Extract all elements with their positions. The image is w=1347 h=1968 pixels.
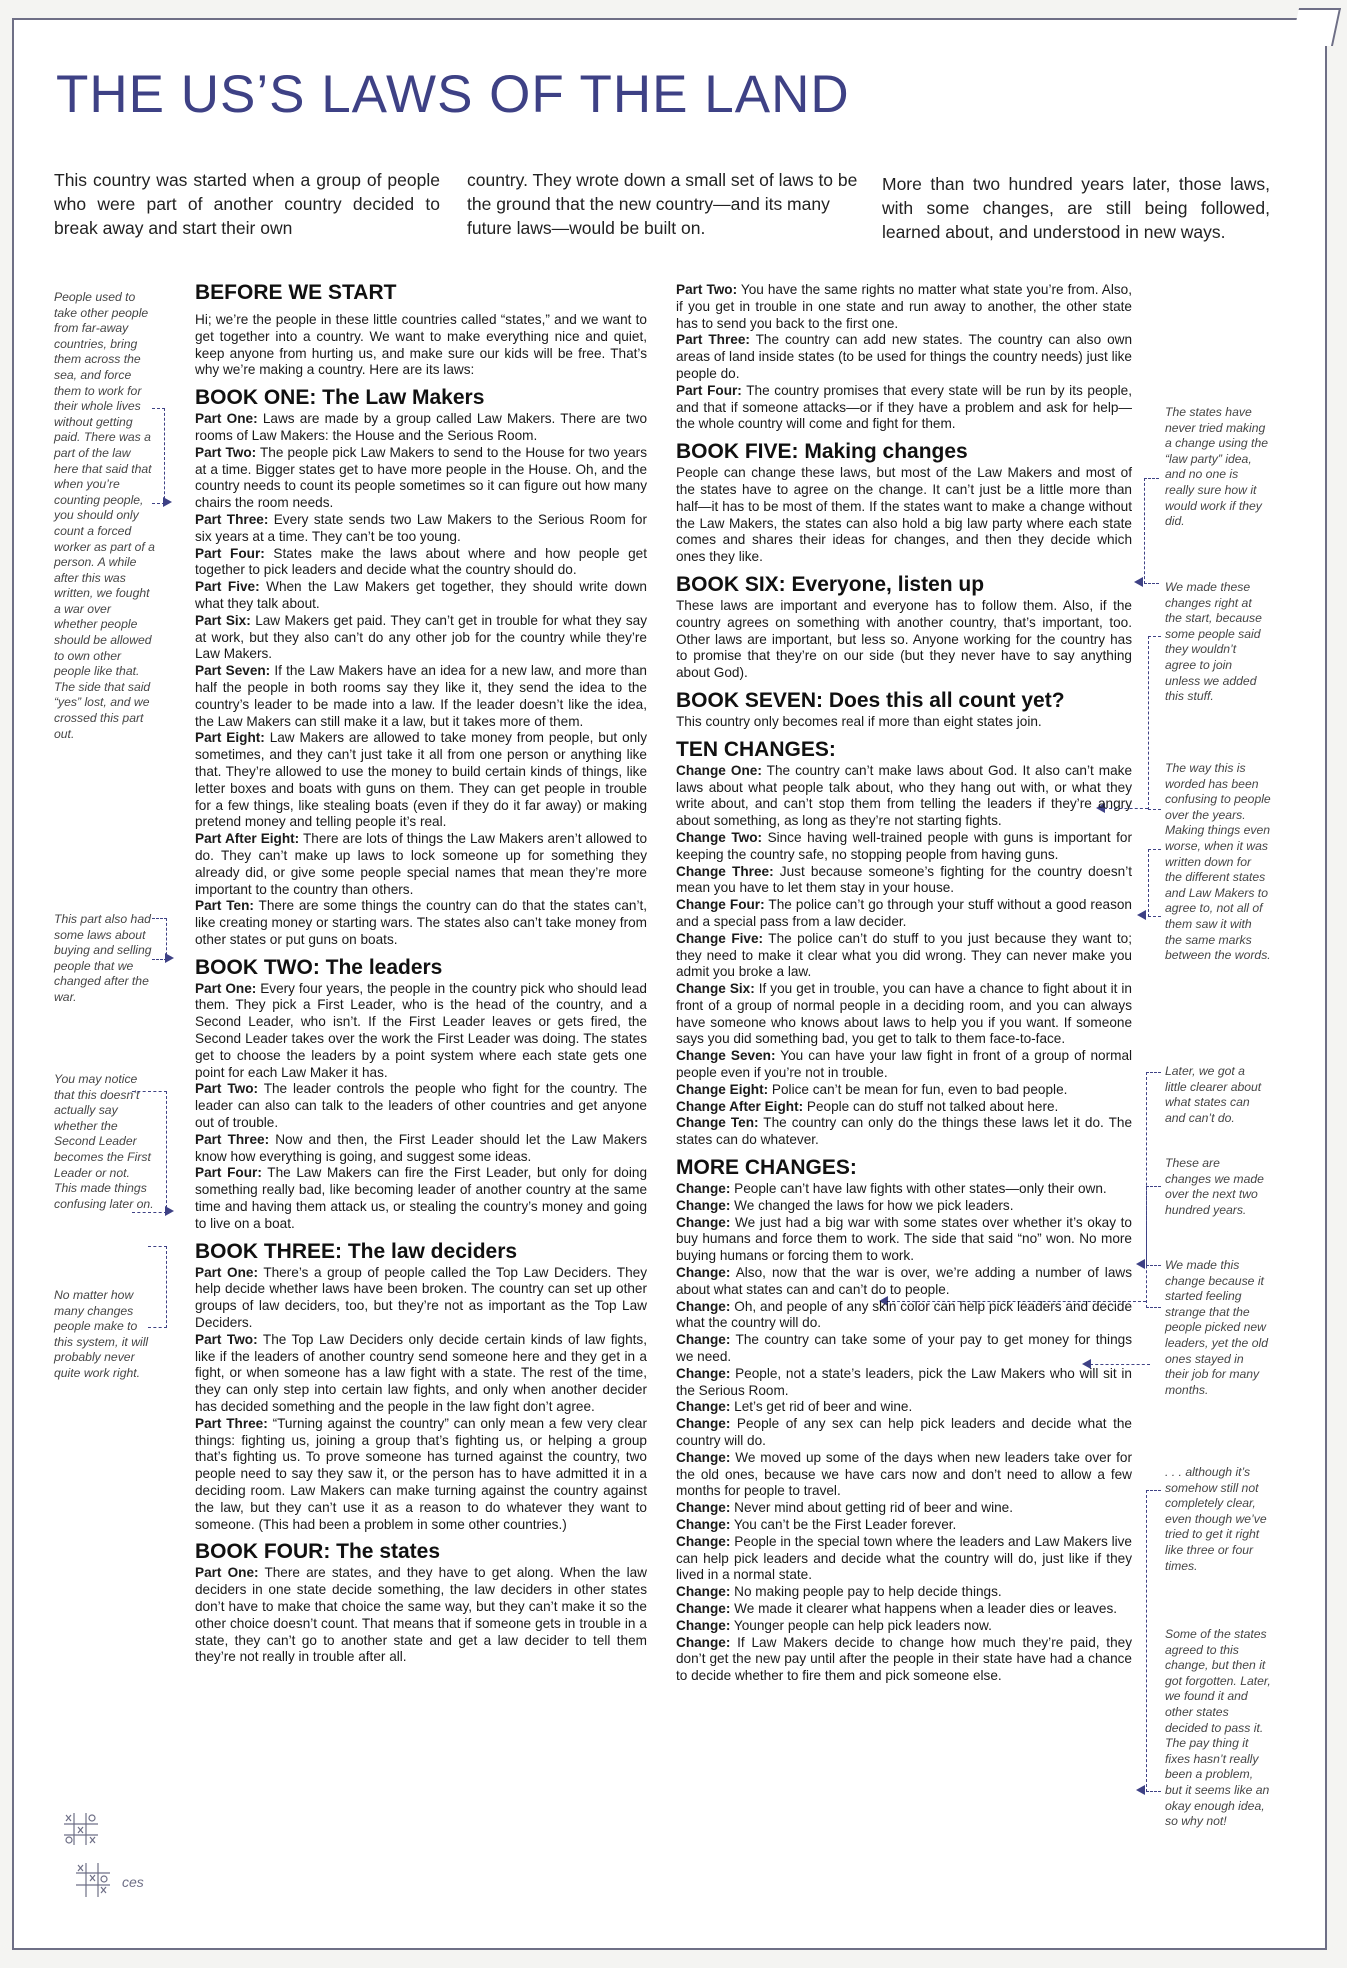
change-text: People can do stuff not talked about here.: [806, 1098, 1059, 1114]
change-text: We just had a big war with some states over whether it’s okay to buy humans and force them to work. The side that said “no” won. No more buying humans or forcing them to work.: [676, 1214, 1132, 1264]
change-text: If you get in trouble, you can have a chance to fight about it in front of a group of normal people in a deciding room, and you can always have someone who knows about laws to help you if you want. If someone says you did something bad, you get to talk to them face-to-face.: [676, 981, 1132, 1047]
part-row: [195, 512, 647, 546]
change-row: [676, 1618, 1132, 1635]
change-text: Never mind about getting rid of beer and wine.: [734, 1500, 1013, 1516]
change-label: Change:: [676, 1617, 731, 1633]
change-row: [676, 1048, 1132, 1082]
part-label: Part Two:: [195, 1081, 259, 1097]
part-row: [195, 831, 647, 898]
change-text: We moved up some of the days when new leaders take over for the old ones, because we have cars now and don’t need to allow a few months for people to travel.: [676, 1449, 1132, 1499]
connector-wording: [1148, 849, 1161, 917]
heading-book-six: BOOK SIX: Everyone, listen up: [676, 572, 985, 596]
part-row: [195, 613, 647, 663]
change-row: [676, 1416, 1132, 1450]
part-label: Part One:: [195, 411, 258, 427]
heading-book-three: BOOK THREE: The law deciders: [195, 1239, 518, 1263]
change-label: Change:: [676, 1265, 731, 1281]
change-row: [676, 1534, 1132, 1584]
part-label: Part One:: [195, 1264, 258, 1280]
part-label: Part Seven:: [195, 663, 271, 679]
change-text: People can’t have law fights with other states—only their own.: [734, 1181, 1107, 1197]
part-text: The country promises that every state will be run by its people, and that if someone attacks—or if they have a problem and ask for help—the whole country will come and fight for them.: [676, 382, 1133, 432]
intro-paragraph-1: This country was started when a group of people who were part of another country decided to break away and start their own: [54, 169, 440, 238]
connector-system: [148, 1246, 167, 1328]
part-text: There are states, and they have to get along. When the law deciders in one state decide something, the law deciders in other states don’t have to make that choice the same way, but they can’t make it so the other choice doesn’t count. That means that if someone gets in trouble in a state, they can’t go to another state and get a law decider to tell them they’re not really in trouble after all.: [195, 1565, 648, 1665]
change-row: [676, 1366, 1132, 1400]
change-text: The country can take some of your pay to get money for things we need.: [676, 1332, 1132, 1365]
part-label: Part Four:: [195, 545, 265, 561]
part-label: Part Five:: [195, 579, 260, 595]
part-text: States make the laws about where and how people get together to pick leaders and decide what the country should do.: [195, 545, 648, 578]
change-text: Since having well-trained people with guns is important for keeping the country safe, no stopping people from having guns.: [676, 829, 1133, 862]
part-text: The leader controls the people who fight for the country. The leader can also can talk to the leaders of other countries and get anyone out of trouble.: [195, 1081, 648, 1131]
change-text: Just because someone’s fighting for the country doesn’t mean you have to let them stay in your house.: [676, 863, 1133, 896]
note-ten-changes: We made these changes right at the start, because some people said they wouldn’t agree to join unless we added this stuff.: [1165, 580, 1262, 704]
change-text: People, not a state’s leaders, pick the Law Makers who will sit in the Serious Room.: [676, 1365, 1132, 1398]
part-text: Every four years, the people in the country pick who should lead them. They pick a First Leader, who is the head of the country, and a Second Leader, who isn’t. If the First Leader leaves or gets fired, the Second Leader takes over the work the First Leader was doing. The states get to choose the leaders by a point system where each state gets one point for each Law Maker it has.: [195, 980, 647, 1080]
change-label: Change Seven:: [676, 1048, 776, 1064]
connector-ten-changes: [1148, 636, 1161, 810]
part-row: [195, 898, 647, 948]
change-row: [676, 763, 1132, 830]
part-text: There are lots of things the Law Makers aren’t allowed to do. They can’t make up laws to lock someone up for something they already did, or give some people special names that mean they’re more important to the country than others.: [195, 831, 648, 897]
heading-more-changes: MORE CHANGES:: [676, 1156, 857, 1180]
change-text: The police can’t go through your stuff without a good reason and a special pass from a law decider.: [676, 897, 1132, 929]
change-row: [676, 1115, 1132, 1149]
heading-book-five: BOOK FIVE: Making changes: [676, 440, 968, 464]
part-label: Part Four:: [195, 1165, 262, 1181]
part-row: [195, 981, 647, 1082]
change-row: [676, 1450, 1132, 1500]
change-row: [676, 981, 1132, 1048]
change-row: [676, 1215, 1132, 1265]
book-six-text: These laws are important and everyone has to follow them. Also, if the country agrees on something with another country, that’s important, too. Other laws are important, but less so. Anyone working for the country has to promise that they’re on our side (but they never have to say anything about God).: [676, 597, 1132, 681]
arrow-buying-selling: [165, 953, 174, 963]
note-system: No matter how many changes people make to this system, it will probably never quite work right.: [54, 1288, 149, 1380]
change-label: Change:: [676, 1500, 731, 1516]
part-text: The Law Makers can fire the First Leader, but only for doing something really bad, like becoming leader of another country at the same time and having them attack us, or stealing the country’s money and going to live on a boat.: [195, 1165, 647, 1231]
part-text: If the Law Makers have an idea for a new law, and more than half the people in both rooms say they like it, they send the idea to the country’s leader to be made into a law. If the leader doesn’t like the idea, the Law Makers can still make it a law, but it takes more of them.: [195, 663, 647, 729]
part-row: [195, 1081, 647, 1131]
part-row: [195, 411, 647, 445]
part-row: [676, 282, 1132, 332]
column-left: [195, 280, 647, 1666]
connector-more-changes: [1146, 1186, 1161, 1308]
part-row: [195, 1165, 647, 1232]
change-text: We made it clearer what happens when a leader dies or leaves.: [734, 1600, 1118, 1616]
change-row: [676, 1635, 1132, 1685]
connector-law-party: [1144, 478, 1159, 584]
note-second-leader: You may notice that this doesn’t actually say whether the Second Leader becomes the First Leader or not. This made things confusing later on.: [54, 1072, 154, 1211]
part-text: Law Makers get paid. They can’t get in trouble for what they say at work, but they also can’t do any other job for the country while they’re Law Makers.: [195, 612, 648, 662]
part-text: Laws are made by a group called Law Makers. There are two rooms of Law Makers: the House and the Serious Room.: [195, 411, 648, 443]
part-row: [195, 1416, 647, 1534]
change-row: [676, 1517, 1132, 1534]
book-seven-text: This country only becomes real if more than eight states join.: [676, 713, 1042, 729]
more-changes-list: [676, 1181, 1132, 1685]
part-row: [676, 383, 1132, 433]
signature: ces: [122, 1874, 144, 1890]
before-text: Hi; we’re the people in these little countries called “states,” and we want to get together into a country. We want to make everything nice and quiet, keep anyone from hurting us, and make sure our kids will be free. That’s why we’re making a country. Here are its laws:: [195, 312, 647, 378]
change-label: Change Eight:: [676, 1081, 769, 1097]
part-label: Part Two:: [195, 1331, 258, 1347]
change-text: Oh, and people of any skin color can help pick leaders and decide what the country will do.: [676, 1298, 1133, 1331]
part-label: Part One:: [195, 1565, 259, 1581]
change-label: Change:: [676, 1584, 731, 1600]
change-label: Change:: [676, 1416, 731, 1432]
part-text: You have the same rights no matter what state you’re from. Also, if you get in trouble in one state and run away to another, the other state has to send you back to the first one.: [676, 282, 1133, 331]
part-row: [195, 1565, 647, 1666]
heading-book-four: BOOK FOUR: The states: [195, 1540, 441, 1564]
heading-book-seven: BOOK SEVEN: Does this all count yet?: [676, 688, 1065, 712]
part-label: Part Three:: [195, 511, 269, 527]
change-row: [676, 1584, 1132, 1601]
change-label: Change:: [676, 1214, 731, 1230]
change-row: [676, 1299, 1132, 1333]
change-text: The police can’t do stuff to you just because they want to; they need to make it clear what you did wrong. They can never make you admit you broke a law.: [676, 930, 1132, 980]
heading-book-one: BOOK ONE: The Law Makers: [195, 386, 485, 410]
change-row: [676, 1601, 1132, 1618]
change-label: Change One:: [676, 762, 762, 778]
change-text: The country can only do the things these laws let it do. The states can do whatever.: [676, 1115, 1133, 1148]
change-label: Change:: [676, 1332, 731, 1348]
part-label: Part Three:: [195, 1415, 268, 1431]
change-label: Change:: [676, 1533, 731, 1549]
part-label: Part Eight:: [195, 730, 265, 746]
change-label: Change Six:: [676, 981, 755, 997]
change-text: You can’t be the First Leader forever.: [733, 1517, 957, 1532]
change-label: Change Ten:: [676, 1115, 759, 1131]
change-text: We changed the laws for how we pick leaders.: [734, 1197, 1014, 1213]
part-row: [195, 1332, 647, 1416]
change-label: Change:: [676, 1399, 731, 1415]
part-label: Part Ten:: [195, 898, 254, 914]
change-row: [676, 1181, 1132, 1198]
intro-paragraph-3: More than two hundred years later, those laws, with some changes, are still being followed, learned about, and understood in new ways.: [882, 173, 1270, 242]
part-text: When the Law Makers get together, they should write down what they talk about.: [195, 579, 647, 611]
part-text: Every state sends two Law Makers to the Serious Room for six years at a time. They can’t be too young.: [195, 511, 647, 544]
part-row: [195, 546, 647, 580]
part-label: Part After Eight:: [195, 831, 300, 847]
part-text: Now and then, the First Leader should let the Law Makers know how everything is going, and suggest some ideas.: [195, 1131, 647, 1164]
note-more-changes: These are changes we made over the next two hundred years.: [1165, 1156, 1264, 1217]
change-row: [676, 1332, 1132, 1366]
change-row: [676, 1082, 1132, 1099]
change-label: Change Four:: [676, 897, 765, 913]
arrow-forced-workers: [163, 497, 172, 507]
change-label: Change:: [676, 1365, 731, 1381]
change-label: Change:: [676, 1181, 731, 1197]
change-label: Change:: [676, 1517, 731, 1532]
change-label: Change After Eight:: [676, 1098, 804, 1114]
part-text: The country can add new states. The country can also own areas of land inside states (to be used for things the country needs) just like people do.: [676, 332, 1133, 381]
change-label: Change:: [676, 1197, 731, 1213]
change-label: Change:: [676, 1634, 731, 1650]
part-row: [195, 445, 647, 512]
part-text: “Turning against the country” can only mean a few very clear things: fighting us, joining a group that’s fighting us, or helping a group that’s fighting us. To prove someone has turned against the country, two people need to say they saw it, or the person has to have admitted it in a deciding room. Law Makers can make turning against the country against the law, but they can’t use it as a reason to do whatever they want to someone. (This had been a problem in some other countries.): [195, 1415, 648, 1532]
change-row: [676, 1265, 1132, 1299]
change-row: [676, 1399, 1132, 1416]
arrow-states-clearer: [1136, 1259, 1145, 1269]
part-row: [195, 663, 647, 730]
change-row: [676, 830, 1132, 864]
change-row: [676, 1198, 1132, 1215]
page-title: THE US’S LAWS OF THE LAND: [56, 65, 850, 124]
arrow-leader-dies: [1136, 1785, 1145, 1795]
change-text: No making people pay to help decide things.: [734, 1584, 1002, 1600]
part-label: Part Three:: [195, 1131, 270, 1147]
book-one-parts: [195, 411, 647, 949]
arrow-law-party: [1134, 577, 1143, 587]
change-text: People in the special town where the leaders and Law Makers live can help pick leaders and decide what the country will do, just like if they lived in a normal state.: [676, 1533, 1132, 1583]
change-label: Change:: [676, 1600, 731, 1616]
arrow-second-leader: [165, 1206, 174, 1216]
note-leader-dies: . . . although it’s somehow still not completely clear, even though we’ve tried to get it right like three or four times.: [1165, 1465, 1267, 1573]
arrow-wording: [1137, 910, 1146, 920]
change-label: Change Three:: [676, 863, 774, 879]
part-text: The people pick Law Makers to send to the House for two years at a time. Bigger states get to have more people in the House. Oh, and the country needs to count its people sometimes so it can figure out how many chairs the room needs.: [195, 444, 647, 511]
change-text: Also, now that the war is over, we’re adding a number of laws about what states can and can’t do to people.: [676, 1265, 1132, 1297]
change-label: Change:: [676, 1298, 731, 1314]
part-label: Part Two:: [676, 282, 738, 297]
change-text: Let’s get rid of beer and wine.: [734, 1399, 913, 1415]
part-label: Part Four:: [676, 382, 742, 398]
book-two-parts: [195, 981, 647, 1233]
change-label: Change Five:: [676, 930, 764, 946]
note-forced-workers: People used to take other people from far-away countries, bring them across the sea, and force them to work for their whole lives without getting paid. There was a part of the law here that said that when you’re counting people, you should only count a forced worker as part of a person. A while after this was written, we fought a war over whether people should be allowed to own other people like that. The side that said “yes” lost, and we crossed this part out.: [54, 290, 155, 741]
book-five-text: People can change these laws, but most of the Law Makers and most of the states have to agree on the change. It can’t just be a little more than half—it has to be most of them. If the states want to make a change without the Law Makers, the states can also hold a big law party where each state comes and shares their ideas for changes, and then they decide which ones they like.: [676, 465, 1132, 565]
book-three-parts: [195, 1265, 647, 1534]
change-text: Younger people can help pick leaders now.: [733, 1617, 992, 1633]
part-text: There are some things the country can do that the states can’t, like creating money or starting wars. The states also can’t take money from other states or put guns on boats.: [195, 898, 648, 947]
part-label: Part Six:: [195, 612, 251, 628]
change-text: You can have your law fight in front of a group of normal people even if you’re not in trouble.: [676, 1048, 1133, 1081]
change-text: People of any sex can help pick leaders and decide what the country will do.: [676, 1416, 1132, 1449]
part-label: Part Three:: [676, 332, 750, 348]
part-label: Part One:: [195, 980, 257, 996]
heading-book-two: BOOK TWO: The leaders: [195, 955, 443, 979]
intro-paragraph-2: country. They wrote down a small set of laws to be the ground that the new country—and its many future laws—would be built on.: [467, 169, 858, 238]
change-row: [676, 931, 1132, 981]
change-row: [676, 864, 1132, 898]
part-text: There’s a group of people called the Top Law Deciders. They help decide whether laws have been broken. The country can set up other groups of law deciders, too, but they’re not as important as the Top Law Deciders.: [195, 1264, 648, 1331]
part-row: [195, 1265, 647, 1332]
note-buying-selling: This part also had some laws about buying and selling people that we changed after the war.: [54, 912, 152, 1004]
change-row: [676, 897, 1132, 931]
heading-ten-changes: TEN CHANGES:: [676, 737, 836, 761]
tic-tac-toe-doodle-icon: [60, 1805, 170, 1905]
part-label: Part Two:: [195, 444, 257, 460]
note-states-clearer: Later, we got a little clearer about what states can and can’t do.: [1165, 1064, 1262, 1125]
change-label: Change:: [676, 1449, 731, 1465]
note-law-party: The states have never tried making a change using the “law party” idea, and no one is really sure how it would work if they did.: [1165, 405, 1268, 529]
note-leader-days: We made this change because it started feeling strange that the people picked new leaders, yet the old ones stayed in their job for many months.: [1165, 1258, 1268, 1397]
part-text: The Top Law Deciders only decide certain kinds of law fights, like if the leaders of another country send someone here and they get in a fight, or when someone has a law fight with a state. The rest of the time, they can only step into certain law fights, and only when another decider has decided something and the people in the law fight don’t agree.: [195, 1331, 647, 1415]
part-row: [676, 332, 1132, 382]
note-wording: The way this is worded has been confusing to people over the years. Making things even worse, when it was written down for the different states and Law Makers to agree to, not all of them saw it with the same marks between the words.: [1165, 761, 1271, 963]
part-row: [195, 579, 647, 613]
part-text: Law Makers are allowed to take money from people, but only sometimes, and they can’t just take it all from one person or anything like that. They’re allowed to use the money to build certain kinds of things, like letter boxes and boats with guns on them. They can get people in trouble for a few things, like stealing boats (even if they do it far away) or making pretend money and telling people it’s real.: [195, 730, 648, 830]
note-pay-change: Some of the states agreed to this change, but then it got forgotten. Later, we found it and other states decided to pass it. The pay thing it fixes hasn’t really been a problem, but it seems like an okay enough idea, so why not!: [1165, 1627, 1271, 1829]
change-text: The country can’t make laws about God. It also can’t make laws about what people talk about, who they hang out with, or what they write about, and can’t stop them from telling the leaders if they’re angry about something, as long as they’re not starting fights.: [676, 762, 1133, 829]
connector-second-leader: [132, 1091, 167, 1213]
heading-before: BEFORE WE START: [195, 281, 397, 304]
change-row: [676, 1500, 1132, 1517]
paper-corner: [1291, 8, 1341, 46]
change-text: Police can’t be mean for fun, even to bad people.: [771, 1081, 1068, 1097]
part-row: [195, 730, 647, 831]
connector-leader-dies: [1146, 1490, 1161, 1792]
ten-changes-list: [676, 763, 1132, 1149]
column-right: [676, 282, 1132, 1685]
part-row: [195, 1132, 647, 1166]
change-text: If Law Makers decide to change how much they’re paid, they don’t get the new pay until after the people in their state have had a chance to decide whether to fire them and pick someone else.: [676, 1634, 1132, 1684]
change-label: Change Two:: [676, 829, 763, 845]
change-row: [676, 1099, 1132, 1116]
connector-forced-workers: [152, 408, 165, 504]
